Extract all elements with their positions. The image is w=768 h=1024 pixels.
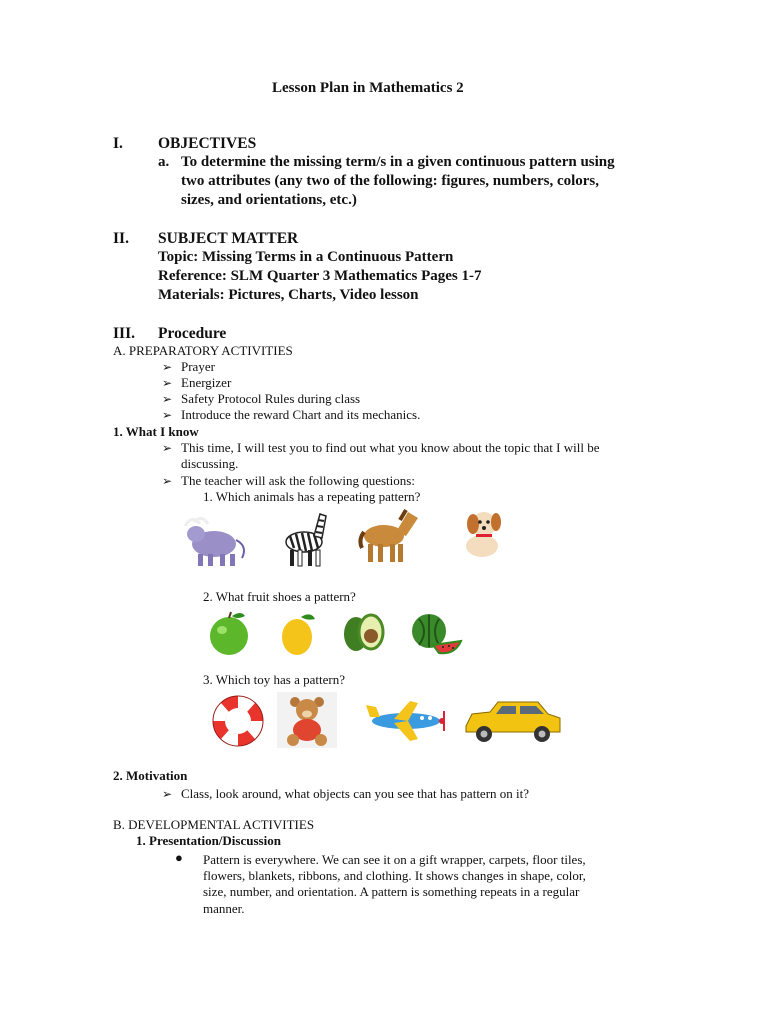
- prep-item: Safety Protocol Rules during class: [181, 391, 361, 406]
- arrow-bullet-icon: ➢: [162, 787, 173, 801]
- prep-item: Energizer: [181, 375, 232, 390]
- subject-numeral: II.: [113, 230, 129, 247]
- presentation-heading: 1. Presentation/Discussion: [136, 833, 281, 848]
- horse-image: [356, 506, 422, 566]
- zebra-image: [276, 506, 330, 570]
- green-apple-image: [203, 610, 255, 656]
- prep-item: Introduce the reward Chart and its mechanics.: [181, 407, 421, 422]
- discussion-line: flowers, blankets, ribbons, and clothing. It shows changes in shape, color,: [203, 868, 586, 883]
- arrow-bullet-icon: ➢: [162, 392, 173, 406]
- discussion-line: size, number, and orientation. A pattern is something repeats in a regular: [203, 884, 580, 899]
- airplane-image: [364, 697, 452, 745]
- arrow-bullet-icon: ➢: [162, 376, 173, 390]
- watermelon-image: [409, 611, 463, 657]
- motivation-bullet: Class, look around, what objects can you see that has pattern on it?: [181, 786, 530, 801]
- preparatory-heading: A. PREPARATORY ACTIVITIES: [113, 343, 293, 358]
- life-buoy-image: [206, 692, 270, 750]
- prep-item: Prayer: [181, 359, 215, 374]
- teddy-bear-image: [277, 692, 337, 748]
- question-1: 1. Which animals has a repeating pattern?: [203, 489, 421, 504]
- what-i-know-line: discussing.: [181, 456, 239, 471]
- lemon-image: [277, 611, 319, 657]
- what-i-know-heading: 1. What I know: [113, 424, 199, 439]
- avocado-image: [341, 608, 387, 654]
- what-i-know-line: The teacher will ask the following questions:: [181, 473, 415, 488]
- procedure-heading: Procedure: [158, 325, 227, 342]
- page-title: Lesson Plan in Mathematics 2: [272, 80, 464, 96]
- objective-line: two attributes (any two of the following: figures, numbers, colors,: [181, 173, 600, 189]
- arrow-bullet-icon: ➢: [162, 474, 173, 488]
- carabao-image: [182, 510, 252, 570]
- objective-line: To determine the missing term/s in a given continuous pattern using: [181, 154, 615, 170]
- arrow-bullet-icon: ➢: [162, 441, 173, 455]
- subject-materials: Materials: Pictures, Charts, Video lesson: [158, 287, 419, 303]
- bullet-dot-icon: ●: [175, 850, 183, 865]
- developmental-heading: B. DEVELOPMENTAL ACTIVITIES: [113, 817, 315, 832]
- discussion-line: Pattern is everywhere. We can see it on a gift wrapper, carpets, floor tiles,: [203, 852, 586, 867]
- discussion-line: manner.: [203, 901, 245, 916]
- arrow-bullet-icon: ➢: [162, 408, 173, 422]
- question-2: 2. What fruit shoes a pattern?: [203, 589, 356, 604]
- procedure-numeral: III.: [113, 325, 135, 342]
- puppy-image: [456, 506, 508, 560]
- yellow-car-image: [462, 698, 564, 744]
- subject-reference: Reference: SLM Quarter 3 Mathematics Pages 1-7: [158, 268, 482, 284]
- objective-line: sizes, and orientations, etc.): [181, 192, 357, 208]
- motivation-heading: 2. Motivation: [113, 768, 188, 783]
- objectives-numeral: I.: [113, 135, 123, 152]
- question-3: 3. Which toy has a pattern?: [203, 672, 345, 687]
- objective-letter: a.: [158, 154, 170, 170]
- arrow-bullet-icon: ➢: [162, 360, 173, 374]
- objectives-heading: OBJECTIVES: [158, 135, 257, 152]
- subject-heading: SUBJECT MATTER: [158, 230, 299, 247]
- what-i-know-line: This time, I will test you to find out what you know about the topic that I will be: [181, 440, 600, 455]
- subject-topic: Topic: Missing Terms in a Continuous Pattern: [158, 249, 454, 265]
